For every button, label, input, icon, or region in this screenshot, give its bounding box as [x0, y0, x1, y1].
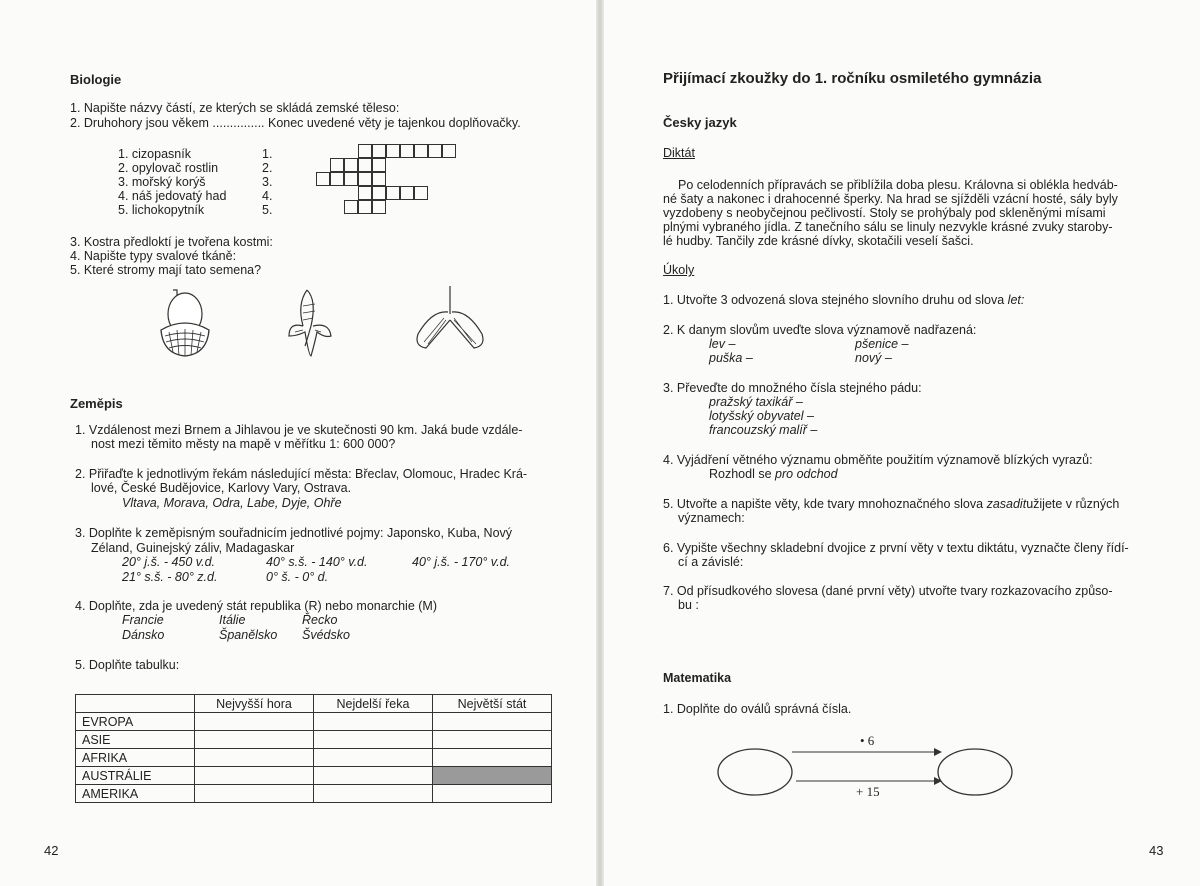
dictation-line: vyzdobeny s neobyčejnou pečlivostí. Stoly se prohýbaly pod skleněnými mísami — [663, 206, 1106, 220]
task-4: 4. Vyjádření větného významu obměňte použitím významově blízkých vyrazů: — [663, 453, 1093, 467]
biology-q4: 4. Napište typy svalové tkáně: — [70, 249, 237, 263]
left-oval[interactable] — [718, 749, 792, 795]
geography-table — [75, 694, 552, 803]
biology-q1: 1. Napište názvy částí, ze kterých se skládá zemské těleso: — [70, 101, 400, 115]
dictation-line: Po celodenních přípravách se přiblížila doba plesu. Královna si oblékla hedváb- — [678, 178, 1118, 192]
continent-cell: ASIE — [76, 731, 195, 749]
biology-q2: 2. Druhohory jsou věkem ............... Konec uvedené věty je tajenkou doplňovačky. — [70, 116, 521, 130]
answer-cell[interactable] — [314, 713, 433, 731]
task-3-word: francouzský malíř – — [709, 423, 818, 437]
task-2-word: nový – — [855, 351, 892, 365]
table-row — [76, 731, 552, 749]
geography-q1-line2: nost mezi těmito městy na mapě v měřítku 1: 600 000? — [91, 437, 396, 451]
shaded-cell — [433, 767, 552, 785]
math-heading: Matematika — [663, 671, 732, 685]
table-header: Nejvyšší hora — [195, 695, 314, 713]
clue-number: 3. — [262, 175, 273, 189]
geography-rivers: Vltava, Morava, Odra, Labe, Dyje, Ohře — [122, 496, 342, 510]
geography-q2-line2: lové, České Budějovice, Karlovy Vary, Ostrava. — [91, 481, 352, 495]
clue-number: 5. — [262, 203, 273, 217]
geography-q5: 5. Doplňte tabulku: — [75, 658, 180, 672]
state-name: Itálie — [219, 613, 246, 627]
crossword-clue: 3. mořský korýš — [118, 175, 206, 189]
coordinate: 21° s.š. - 80° z.d. — [122, 570, 218, 584]
task-2: 2. K danym slovům uveďte slova významově nadřazená: — [663, 323, 977, 337]
operation-top: • 6 — [860, 733, 875, 748]
crossword-clue: 2. opylovač rostlin — [118, 161, 219, 175]
biology-q3: 3. Kostra předloktí je tvořena kostmi: — [70, 235, 273, 249]
answer-cell[interactable] — [433, 785, 552, 803]
operation-bottom: + 15 — [856, 784, 880, 799]
dictation-line: lé hudby. Tančily zde krásné dívky, skotačili veselí šašci. — [663, 234, 974, 248]
state-name: Švédsko — [302, 628, 350, 642]
table-header: Největší stát — [433, 695, 552, 713]
task-6-line2: cí a závislé: — [678, 555, 744, 569]
arrowhead-icon — [934, 777, 942, 785]
geography-q3-line2: Zéland, Guinejský záliv, Madagaskar — [91, 541, 295, 555]
task-3: 3. Převeďte do množného čísla stejného pádu: — [663, 381, 922, 395]
geography-heading: Zeměpis — [70, 396, 123, 411]
clue-number: 4. — [262, 189, 273, 203]
task-7-line2: bu : — [678, 598, 699, 612]
state-name: Španělsko — [219, 628, 278, 642]
table-header: Nejdelší řeka — [314, 695, 433, 713]
table-row — [76, 713, 552, 731]
clue-number: 2. — [262, 161, 273, 175]
dictation-label: Diktát — [663, 146, 695, 160]
answer-cell[interactable] — [433, 713, 552, 731]
answer-cell[interactable] — [195, 713, 314, 731]
state-name: Řecko — [302, 613, 338, 627]
task-2-word: puška – — [709, 351, 753, 365]
geography-q2-line1: 2. Přiřaďte k jednotlivým řekám následující města: Břeclav, Olomouc, Hradec Krá- — [75, 467, 528, 481]
answer-cell[interactable] — [195, 785, 314, 803]
tasks-label: Úkoly — [663, 263, 695, 277]
clue-number: 1. — [262, 147, 273, 161]
ash-seed-illustration — [285, 286, 335, 358]
state-name: Francie — [122, 613, 164, 627]
page-number: 42 — [44, 843, 59, 858]
table-header-row — [76, 695, 552, 713]
coordinate: 40° s.š. - 140° v.d. — [266, 555, 368, 569]
crossword-clue: 5. lichokopytník — [118, 203, 205, 217]
table-row — [76, 749, 552, 767]
biology-q5: 5. Které stromy mají tato semena? — [70, 263, 262, 277]
page-number: 43 — [1149, 843, 1164, 858]
coordinate: 0° š. - 0° d. — [266, 570, 329, 584]
answer-cell[interactable] — [195, 767, 314, 785]
answer-cell[interactable] — [195, 731, 314, 749]
continent-cell: AMERIKA — [76, 785, 195, 803]
answer-cell[interactable] — [314, 785, 433, 803]
page-title: Přijímací zkoužky do 1. ročníku osmiletého gymnázia — [663, 70, 1042, 87]
right-oval[interactable] — [938, 749, 1012, 795]
crossword-clue: 4. náš jedovatý had — [118, 189, 227, 203]
task-2-word: lev – — [709, 337, 736, 351]
math-task-1: 1. Doplňte do oválů správná čísla. — [663, 702, 852, 716]
task-4-example: Rozhodl se pro odchod — [709, 467, 838, 481]
task-3-word: pražský taxikář – — [709, 395, 803, 409]
task-5-line2: významech: — [678, 511, 745, 525]
acorn-illustration — [155, 286, 215, 358]
answer-cell[interactable] — [314, 749, 433, 767]
answer-cell[interactable] — [433, 749, 552, 767]
task-3-word: lotyšský obyvatel – — [709, 409, 814, 423]
task-5: 5. Utvořte a napište věty, kde tvary mnohoznačného slova zasaditužijete v různých — [663, 497, 1120, 511]
geography-q3-line1: 3. Doplňte k zeměpisným souřadnicím jednotlivé pojmy: Japonsko, Kuba, Nový — [75, 526, 513, 540]
task-1: 1. Utvořte 3 odvozená slova stejného slovního druhu od slova let: — [663, 293, 1025, 307]
dictation-line: plnými vybraného jídla. Z tanečního sálu se linuly nezvykle krásné zvuky staroby- — [663, 220, 1113, 234]
table-row — [76, 785, 552, 803]
continent-cell: EVROPA — [76, 713, 195, 731]
answer-cell[interactable] — [314, 731, 433, 749]
continent-cell: AFRIKA — [76, 749, 195, 767]
geography-q1-line1: 1. Vzdálenost mezi Brnem a Jihlavou je ve skutečnosti 90 km. Jaká bude vzdále- — [75, 423, 523, 437]
continent-cell: AUSTRÁLIE — [76, 767, 195, 785]
right-page — [600, 0, 1200, 886]
czech-heading: Česky jazyk — [663, 115, 737, 130]
arrowhead-icon — [934, 748, 942, 756]
crossword-clue: 1. cizopasník — [118, 147, 191, 161]
task-6-line1: 6. Vypište všechny skladební dvojice z první věty v textu diktátu, vyznačte členy řídí- — [663, 541, 1129, 555]
table-row — [76, 767, 552, 785]
dictation-line: né šaty a nakonec i drahocenné šperky. Na hrad se sjížděli vzácní hosté, sály byly — [663, 192, 1118, 206]
state-name: Dánsko — [122, 628, 165, 642]
coordinate: 20° j.š. - 450 v.d. — [122, 555, 216, 569]
answer-cell[interactable] — [433, 731, 552, 749]
task-7-line1: 7. Od přísudkového slovesa (dané první věty) utvořte tvary rozkazovacího způso- — [663, 584, 1113, 598]
task-2-word: pšenice – — [855, 337, 909, 351]
maple-seed-illustration — [412, 284, 488, 356]
answer-cell[interactable] — [314, 767, 433, 785]
coordinate: 40° j.š. - 170° v.d. — [412, 555, 511, 569]
geography-q4: 4. Doplňte, zda je uvedený stát republika (R) nebo monarchie (M) — [75, 599, 437, 613]
biology-heading: Biologie — [70, 72, 122, 87]
answer-cell[interactable] — [195, 749, 314, 767]
